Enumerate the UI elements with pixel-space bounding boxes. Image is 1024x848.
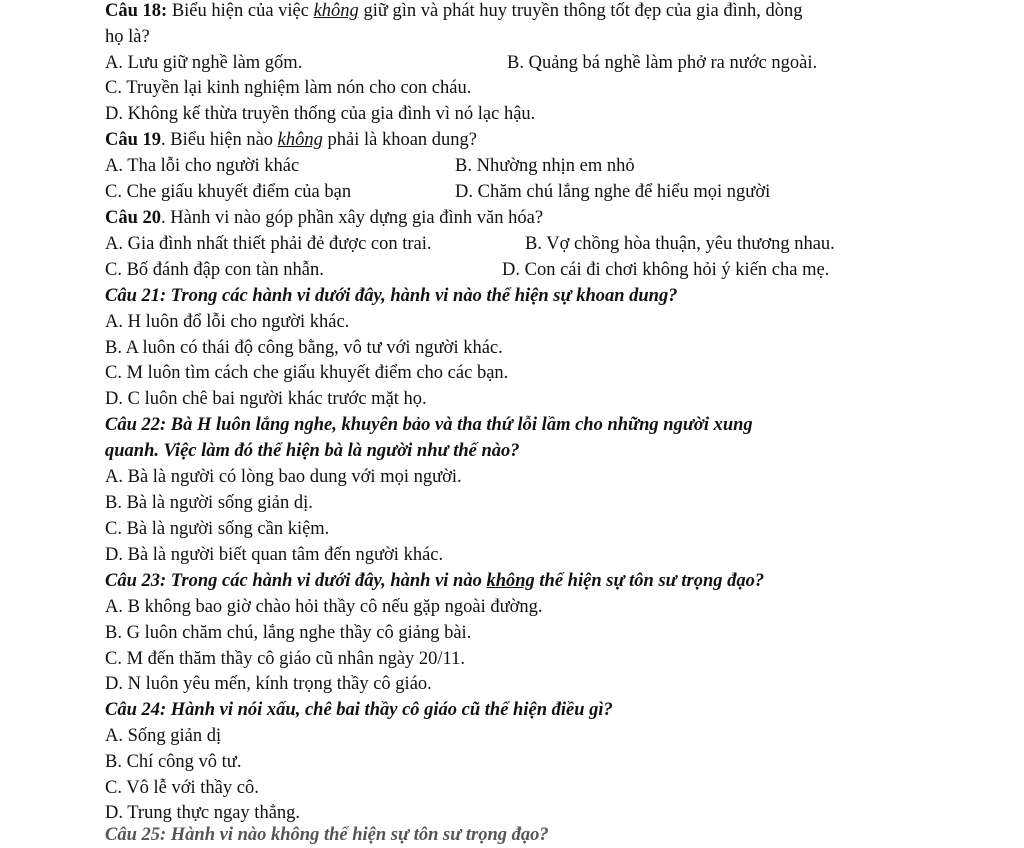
question-21-stem: Câu 21: Trong các hành vi dưới đây, hành vi nào thể hiện sự khoan dung? bbox=[105, 286, 678, 306]
q20-option-c: C. Bố đánh đập con tàn nhẫn. bbox=[105, 260, 324, 280]
question-23-stem: Câu 23: Trong các hành vi dưới đây, hành vi nào không thể hiện sự tôn sư trọng đạo? bbox=[105, 571, 765, 591]
q23-option-c: C. M đến thăm thầy cô giáo cũ nhân ngày 20/11. bbox=[105, 649, 465, 669]
q20-option-a: A. Gia đình nhất thiết phải đẻ được con trai. bbox=[105, 234, 432, 254]
q19-option-b: B. Nhường nhịn em nhỏ bbox=[455, 156, 635, 176]
question-18-stem-cont: họ là? bbox=[105, 27, 150, 47]
question-18-label: Câu 18: bbox=[105, 1, 168, 21]
q24-option-a: A. Sống giản dị bbox=[105, 726, 222, 746]
q18-option-d: D. Không kế thừa truyền thống của gia đình vì nó lạc hậu. bbox=[105, 104, 536, 124]
q22-option-a: A. Bà là người có lòng bao dung với mọi người. bbox=[105, 467, 462, 487]
question-22-stem: Câu 22: Bà H luôn lắng nghe, khuyên bảo và tha thứ lỗi lầm cho những người xung bbox=[105, 415, 753, 435]
q24-option-b: B. Chí công vô tư. bbox=[105, 752, 242, 772]
q21-option-d: D. C luôn chê bai người khác trước mặt họ. bbox=[105, 389, 427, 409]
q21-option-b: B. A luôn có thái độ công bằng, vô tư với người khác. bbox=[105, 338, 503, 358]
q22-option-d: D. Bà là người biết quan tâm đến người khác. bbox=[105, 545, 444, 565]
q19-option-d: D. Chăm chú lắng nghe để hiểu mọi người bbox=[455, 182, 771, 202]
question-20-stem: Câu 20. Hành vi nào góp phần xây dựng gia đình văn hóa? bbox=[105, 208, 544, 228]
question-19-label: Câu 19 bbox=[105, 130, 162, 150]
question-18-stem: Câu 18: Biểu hiện của việc không giữ gìn và phát huy truyền thông tốt đẹp của gia đình, dòng bbox=[105, 1, 803, 21]
question-22-stem-cont: quanh. Việc làm đó thể hiện bà là người như thế nào? bbox=[105, 441, 520, 461]
q18-option-a: A. Lưu giữ nghề làm gốm. bbox=[105, 53, 303, 73]
q18-option-b: B. Quảng bá nghề làm phở ra nước ngoài. bbox=[507, 53, 818, 73]
q21-option-a: A. H luôn đổ lỗi cho người khác. bbox=[105, 312, 350, 332]
question-20-label: Câu 20 bbox=[105, 208, 162, 228]
q22-option-b: B. Bà là người sống giản dị. bbox=[105, 493, 313, 513]
q24-option-d: D. Trung thực ngay thẳng. bbox=[105, 803, 301, 823]
q20-option-d: D. Con cái đi chơi không hỏi ý kiến cha mẹ. bbox=[502, 260, 830, 280]
q23-option-d: D. N luôn yêu mến, kính trọng thầy cô giáo. bbox=[105, 674, 432, 694]
q19-option-c: C. Che giấu khuyết điểm của bạn bbox=[105, 182, 352, 202]
q19-option-a: A. Tha lỗi cho người khác bbox=[105, 156, 300, 176]
question-25-stem-cut: Câu 25: Hành vi nào không thể hiện sự tôn sư trọng đạo? bbox=[105, 825, 549, 845]
q20-option-b: B. Vợ chồng hòa thuận, yêu thương nhau. bbox=[525, 234, 835, 254]
q18-option-c: C. Truyền lại kinh nghiệm làm nón cho con cháu. bbox=[105, 78, 472, 98]
q23-option-a: A. B không bao giờ chào hỏi thầy cô nếu gặp ngoài đường. bbox=[105, 597, 543, 617]
q24-option-c: C. Vô lễ với thầy cô. bbox=[105, 778, 259, 798]
q23-option-b: B. G luôn chăm chú, lắng nghe thầy cô giảng bài. bbox=[105, 623, 472, 643]
q21-option-c: C. M luôn tìm cách che giấu khuyết điểm cho các bạn. bbox=[105, 363, 509, 383]
question-24-stem: Câu 24: Hành vi nói xấu, chê bai thầy cô giáo cũ thể hiện điều gì? bbox=[105, 700, 613, 720]
q22-option-c: C. Bà là người sống cần kiệm. bbox=[105, 519, 330, 539]
question-19-stem: Câu 19. Biểu hiện nào không phải là khoan dung? bbox=[105, 130, 478, 150]
